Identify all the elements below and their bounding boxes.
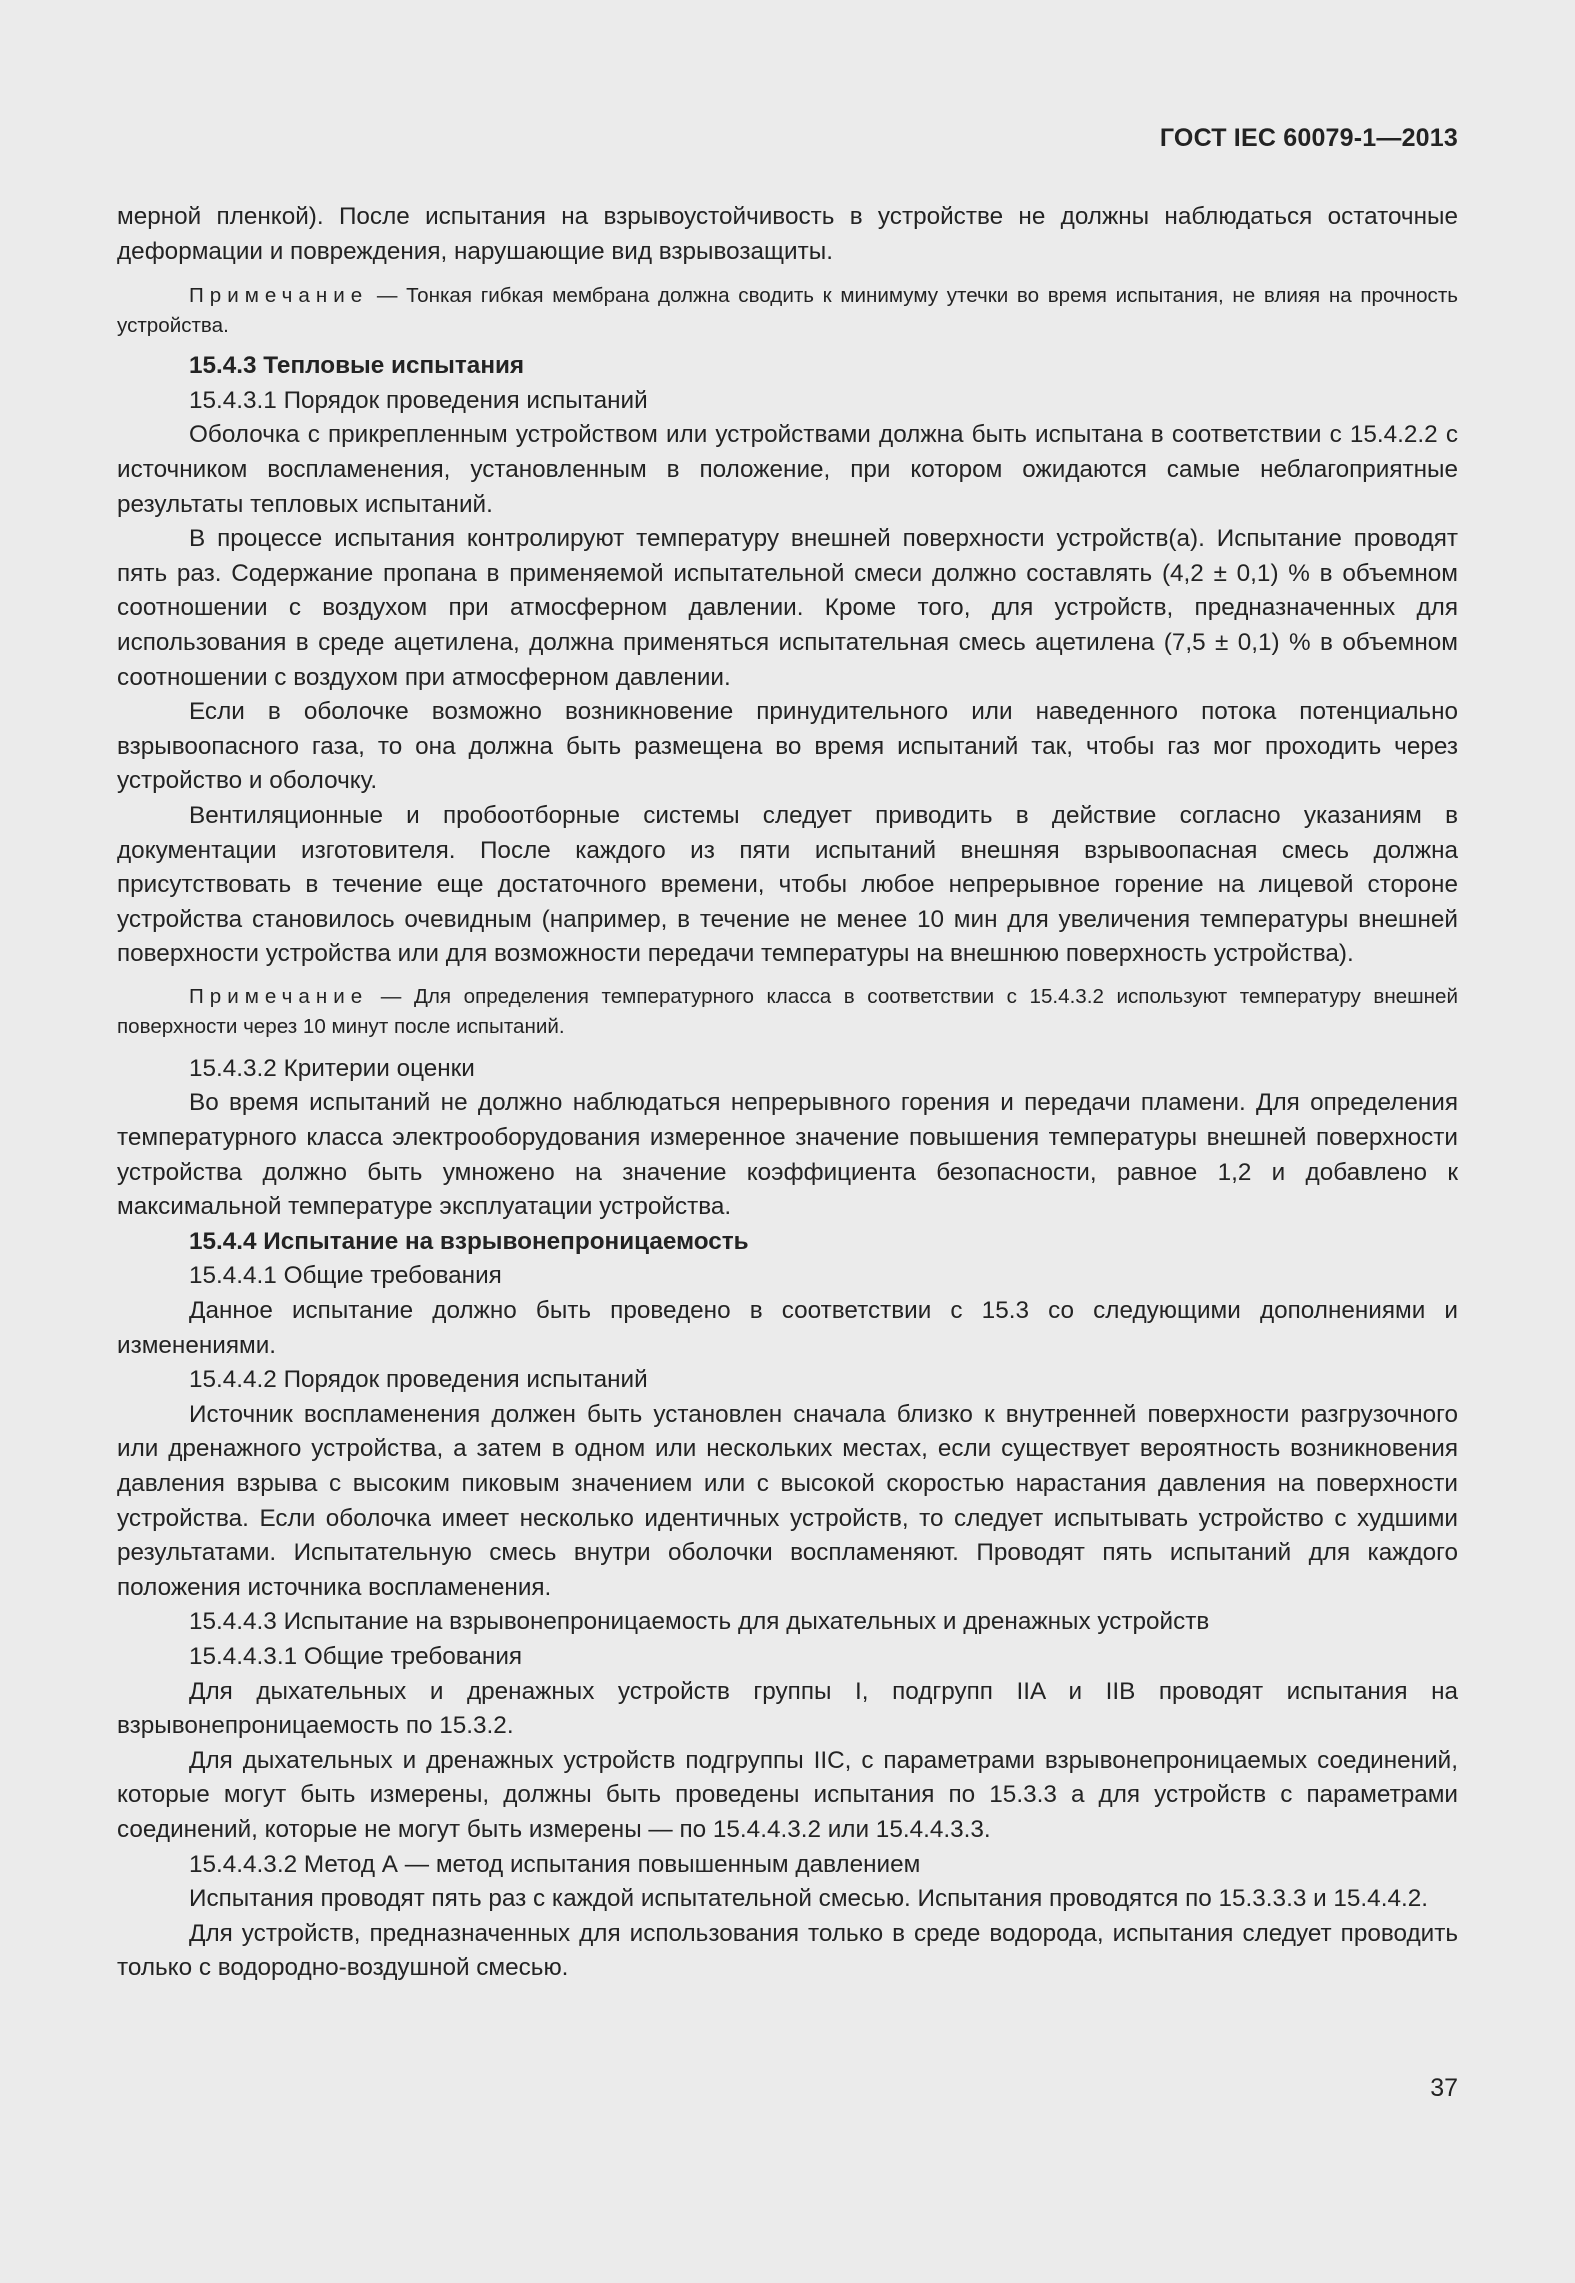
paragraph: Для дыхательных и дренажных устройств группы I, подгрупп IIA и IIB проводят испытания на взрывонепроницаемость по 15.3.2. <box>117 1677 1458 1740</box>
paragraph: Источник воспламенения должен быть установлен сначала близко к внутренней поверхности разгрузочного или дренажного устройства, а затем в одном или нескольких местах, если существует вероятность возникновения давления взрыва с высоким пиковым значением или с высокой скоростью нарастания давления на поверхности устройства. Если оболочка имеет несколько идентичных устройств, то следует испытывать устройство с худшими результатами. Испытательную смесь внутри оболочки воспламеняют. Проводят пять испытаний для каждого положения источника воспламенения. <box>117 1400 1458 1601</box>
paragraph: В процессе испытания контролируют температуру внешней поверхности устройств(а). Испытание проводят пять раз. Содержание пропана в применяемой испытательной смеси должно составлять (4,2 ± 0,1) % в объемном соотношении с воздухом при атмосферном давлении. Кроме того, для устройств, предназначенных для использования в среде ацетилена, должна применяться испытательная смесь ацетилена (7,5 ± 0,1) % в объемном соотношении с воздухом при атмосферном давлении. <box>117 525 1458 691</box>
subsection-heading-15-4-4-3-2: 15.4.4.3.2 Метод А — метод испытания повышенным давлением <box>189 1850 921 1878</box>
paragraph: Данное испытание должно быть проведено в соответствии с 15.3 со следующими дополнениями и изменениями. <box>117 1297 1458 1359</box>
subsection-heading-15-4-4-1: 15.4.4.1 Общие требования <box>189 1262 502 1290</box>
document-body <box>117 200 1458 1986</box>
subsection-heading-15-4-4-3-1: 15.4.4.3.1 Общие требования <box>189 1642 523 1670</box>
subsection-heading-15-4-3-1: 15.4.3.1 Порядок проведения испытаний <box>189 386 648 414</box>
paragraph: Если в оболочке возможно возникновение принудительного или наведенного потока потенциально взрывоопасного газа, то она должна быть размещена во время испытаний так, чтобы газ мог проходить через устройство и оболочку. <box>117 698 1458 795</box>
note-label: Примечание <box>189 284 369 308</box>
note <box>117 982 1458 1042</box>
paragraph: Вентиляционные и пробоотборные системы следует приводить в действие согласно указаниям в документации изготовителя. После каждого из пяти испытаний внешняя взрывоопасная смесь должна присутствовать в течение еще достаточного времени, чтобы любое непрерывное горение на лицевой стороне устройства становилось очевидным (например, в течение не менее 10 мин для увеличения температуры внешней поверхности устройства или для возможности передачи температуры на внешнюю поверхность устройства). <box>117 801 1458 968</box>
section-heading-15-4-4: 15.4.4 Испытание на взрывонепроницаемость <box>189 1227 749 1255</box>
note-text: — Для определения температурного класса в соответствии с 15.4.3.2 используют температуру внешней поверхности через 10 минут после испытаний. <box>117 984 1458 1038</box>
paragraph: мерной пленкой). После испытания на взрывоустойчивость в устройстве не должны наблюдаться остаточные деформации и повреждения, нарушающие вид взрывозащиты. <box>117 203 1458 265</box>
note <box>117 281 1458 341</box>
note-text: — Тонкая гибкая мембрана должна сводить к минимуму утечки во время испытания, не влияя на прочность устройства. <box>117 284 1458 338</box>
section-heading-15-4-3: 15.4.3 Тепловые испытания <box>189 352 525 380</box>
paragraph: Для дыхательных и дренажных устройств подгруппы IIC, с параметрами взрывонепроницаемых соединений, которые могут быть измерены, должны быть проведены испытания по 15.3.3 а для устройств с параметрами соединений, которые не могут быть измерены — по 15.4.4.3.2 или 15.4.4.3.3. <box>117 1746 1458 1843</box>
document-header: ГОСТ IEC 60079-1—2013 <box>1159 124 1458 152</box>
paragraph: Для устройств, предназначенных для использования только в среде водорода, испытания следует проводить только с водородно-воздушной смесью. <box>117 1919 1458 1982</box>
subsection-heading-15-4-4-3: 15.4.4.3 Испытание на взрывонепроницаемость для дыхательных и дренажных устройств <box>189 1608 1210 1636</box>
note-label: Примечание <box>189 984 369 1008</box>
subsection-heading-15-4-3-2: 15.4.3.2 Критерии оценки <box>189 1054 475 1082</box>
paragraph: Во время испытаний не должно наблюдаться непрерывного горения и передачи пламени. Для определения температурного класса электрооборудования измеренное значение повышения температуры внешней поверхности устройства должно быть умножено на значение коэффициента безопасности, равное 1,2 и добавлено к максимальной температуре эксплуатации устройства. <box>117 1089 1458 1221</box>
subsection-heading-15-4-4-2: 15.4.4.2 Порядок проведения испытаний <box>189 1366 648 1394</box>
paragraph: Оболочка с прикрепленным устройством или устройствами должна быть испытана в соответствии с 15.4.2.2 с источником воспламенения, установленным в положение, при котором ожидаются самые неблагоприятные результаты тепловых испытаний. <box>117 421 1458 518</box>
paragraph: Испытания проводят пять раз с каждой испытательной смесью. Испытания проводятся по 15.3.3.3 и 15.4.4.2. <box>189 1885 1428 1913</box>
page-number: 37 <box>1430 2074 1458 2102</box>
